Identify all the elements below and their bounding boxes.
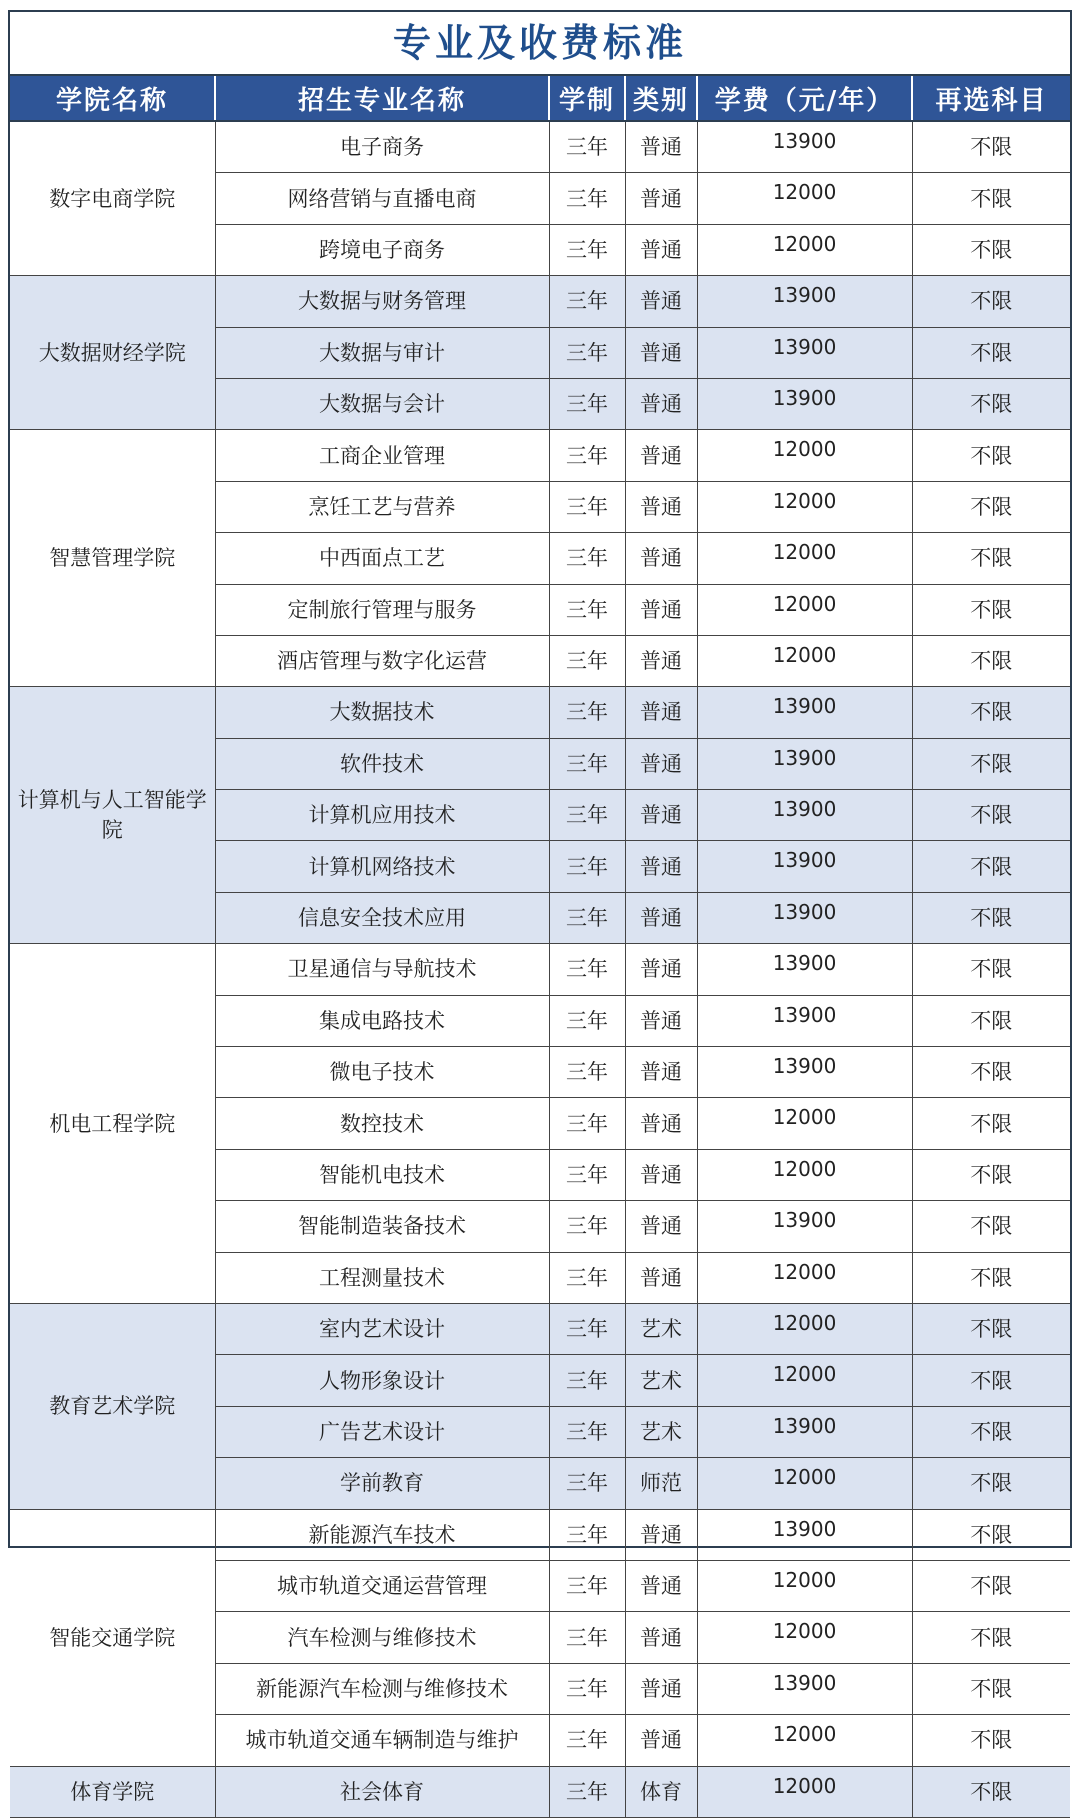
tuition-cell: 13900	[697, 790, 912, 841]
tuition-cell: 13900	[697, 327, 912, 378]
table-body	[10, 121, 1070, 1817]
duration-cell: 三年	[549, 944, 625, 995]
category-cell: 普通	[625, 1047, 697, 1098]
category-cell: 普通	[625, 995, 697, 1046]
subject-requirement-cell: 不限	[912, 1098, 1070, 1149]
category-cell: 普通	[625, 121, 697, 173]
subject-requirement-cell: 不限	[912, 944, 1070, 995]
duration-cell: 三年	[549, 121, 625, 173]
subject-requirement-cell: 不限	[912, 635, 1070, 686]
college-name-cell: 数字电商学院	[10, 121, 215, 276]
subject-requirement-cell: 不限	[912, 533, 1070, 584]
tuition-cell: 12000	[697, 1766, 912, 1817]
subject-requirement-cell: 不限	[912, 841, 1070, 892]
category-cell: 普通	[625, 738, 697, 789]
subject-requirement-cell: 不限	[912, 1252, 1070, 1303]
category-cell: 普通	[625, 892, 697, 943]
subject-requirement-cell: 不限	[912, 1355, 1070, 1406]
college-name-cell: 智慧管理学院	[10, 430, 215, 687]
duration-cell: 三年	[549, 276, 625, 327]
category-cell: 普通	[625, 1201, 697, 1252]
category-cell: 普通	[625, 790, 697, 841]
duration-cell: 三年	[549, 1715, 625, 1766]
tuition-cell: 12000	[697, 1098, 912, 1149]
tuition-cell: 12000	[697, 224, 912, 275]
subject-requirement-cell: 不限	[912, 327, 1070, 378]
tuition-cell: 12000	[697, 1355, 912, 1406]
tuition-cell: 13900	[697, 1509, 912, 1560]
tuition-cell: 13900	[697, 378, 912, 429]
subject-requirement-cell: 不限	[912, 378, 1070, 429]
category-cell: 师范	[625, 1458, 697, 1509]
major-name-cell: 广告艺术设计	[215, 1406, 549, 1457]
major-name-cell: 烹饪工艺与营养	[215, 481, 549, 532]
tuition-cell: 12000	[697, 1149, 912, 1200]
major-name-cell: 大数据与审计	[215, 327, 549, 378]
major-name-cell: 软件技术	[215, 738, 549, 789]
tuition-cell: 13900	[697, 1406, 912, 1457]
category-cell: 艺术	[625, 1406, 697, 1457]
major-name-cell: 数控技术	[215, 1098, 549, 1149]
category-cell: 体育	[625, 1766, 697, 1817]
page-title: 专业及收费标准	[10, 12, 1070, 76]
major-name-cell: 工商企业管理	[215, 430, 549, 481]
duration-cell: 三年	[549, 1612, 625, 1663]
tuition-cell: 12000	[697, 173, 912, 224]
category-cell: 艺术	[625, 1303, 697, 1354]
tuition-cell: 13900	[697, 738, 912, 789]
category-cell: 普通	[625, 224, 697, 275]
major-name-cell: 酒店管理与数字化运营	[215, 635, 549, 686]
category-cell: 普通	[625, 173, 697, 224]
subject-requirement-cell: 不限	[912, 1509, 1070, 1560]
tuition-cell: 12000	[697, 635, 912, 686]
table-row	[10, 944, 1070, 995]
subject-requirement-cell: 不限	[912, 121, 1070, 173]
duration-cell: 三年	[549, 173, 625, 224]
category-cell: 普通	[625, 1098, 697, 1149]
subject-requirement-cell: 不限	[912, 481, 1070, 532]
tuition-cell: 12000	[697, 1612, 912, 1663]
duration-cell: 三年	[549, 687, 625, 738]
header-type: 类别	[625, 76, 697, 121]
duration-cell: 三年	[549, 1458, 625, 1509]
subject-requirement-cell: 不限	[912, 584, 1070, 635]
tuition-cell: 13900	[697, 687, 912, 738]
tuition-cell: 13900	[697, 841, 912, 892]
category-cell: 普通	[625, 327, 697, 378]
category-cell: 普通	[625, 1663, 697, 1714]
table-row	[10, 1303, 1070, 1354]
header-college: 学院名称	[10, 76, 215, 121]
subject-requirement-cell: 不限	[912, 995, 1070, 1046]
header-fee: 学费（元/年）	[697, 76, 912, 121]
college-name-cell: 体育学院	[10, 1766, 215, 1817]
major-name-cell: 社会体育	[215, 1766, 549, 1817]
duration-cell: 三年	[549, 584, 625, 635]
fee-table-document	[8, 10, 1072, 1804]
category-cell: 普通	[625, 1560, 697, 1611]
tuition-cell: 12000	[697, 430, 912, 481]
duration-cell: 三年	[549, 378, 625, 429]
college-name-cell: 大数据财经学院	[10, 276, 215, 430]
major-name-cell: 城市轨道交通运营管理	[215, 1560, 549, 1611]
category-cell: 普通	[625, 687, 697, 738]
college-name-cell: 教育艺术学院	[10, 1303, 215, 1509]
subject-requirement-cell: 不限	[912, 1201, 1070, 1252]
subject-requirement-cell: 不限	[912, 1458, 1070, 1509]
duration-cell: 三年	[549, 430, 625, 481]
tuition-cell: 13900	[697, 892, 912, 943]
tuition-cell: 12000	[697, 1303, 912, 1354]
header-major: 招生专业名称	[215, 76, 549, 121]
college-name-cell: 智能交通学院	[10, 1509, 215, 1766]
major-name-cell: 跨境电子商务	[215, 224, 549, 275]
subject-requirement-cell: 不限	[912, 1047, 1070, 1098]
duration-cell: 三年	[549, 1355, 625, 1406]
tuition-cell: 13900	[697, 1201, 912, 1252]
major-name-cell: 大数据与财务管理	[215, 276, 549, 327]
category-cell: 普通	[625, 944, 697, 995]
table-row	[10, 687, 1070, 738]
subject-requirement-cell: 不限	[912, 738, 1070, 789]
tuition-cell: 13900	[697, 276, 912, 327]
tuition-cell: 12000	[697, 1252, 912, 1303]
subject-requirement-cell: 不限	[912, 892, 1070, 943]
duration-cell: 三年	[549, 995, 625, 1046]
tuition-cell: 13900	[697, 1047, 912, 1098]
subject-requirement-cell: 不限	[912, 1149, 1070, 1200]
table-row	[10, 1766, 1070, 1817]
subject-requirement-cell: 不限	[912, 790, 1070, 841]
subject-requirement-cell: 不限	[912, 1715, 1070, 1766]
subject-requirement-cell: 不限	[912, 276, 1070, 327]
major-name-cell: 定制旅行管理与服务	[215, 584, 549, 635]
duration-cell: 三年	[549, 738, 625, 789]
subject-requirement-cell: 不限	[912, 173, 1070, 224]
major-name-cell: 计算机网络技术	[215, 841, 549, 892]
duration-cell: 三年	[549, 1098, 625, 1149]
duration-cell: 三年	[549, 533, 625, 584]
subject-requirement-cell: 不限	[912, 1766, 1070, 1817]
major-name-cell: 人物形象设计	[215, 1355, 549, 1406]
duration-cell: 三年	[549, 481, 625, 532]
major-name-cell: 电子商务	[215, 121, 549, 173]
table-row	[10, 1509, 1070, 1560]
duration-cell: 三年	[549, 1509, 625, 1560]
subject-requirement-cell: 不限	[912, 430, 1070, 481]
category-cell: 普通	[625, 1509, 697, 1560]
duration-cell: 三年	[549, 1406, 625, 1457]
duration-cell: 三年	[549, 892, 625, 943]
duration-cell: 三年	[549, 1047, 625, 1098]
table-row	[10, 276, 1070, 327]
major-name-cell: 中西面点工艺	[215, 533, 549, 584]
major-name-cell: 计算机应用技术	[215, 790, 549, 841]
duration-cell: 三年	[549, 790, 625, 841]
category-cell: 普通	[625, 1612, 697, 1663]
duration-cell: 三年	[549, 224, 625, 275]
duration-cell: 三年	[549, 1663, 625, 1714]
major-name-cell: 新能源汽车技术	[215, 1509, 549, 1560]
major-name-cell: 智能机电技术	[215, 1149, 549, 1200]
duration-cell: 三年	[549, 1149, 625, 1200]
header-subject: 再选科目	[912, 76, 1070, 121]
subject-requirement-cell: 不限	[912, 1663, 1070, 1714]
major-name-cell: 大数据技术	[215, 687, 549, 738]
college-name-cell: 计算机与人工智能学院	[10, 687, 215, 944]
duration-cell: 三年	[549, 1560, 625, 1611]
major-name-cell: 新能源汽车检测与维修技术	[215, 1663, 549, 1714]
major-name-cell: 信息安全技术应用	[215, 892, 549, 943]
duration-cell: 三年	[549, 1201, 625, 1252]
duration-cell: 三年	[549, 1766, 625, 1817]
major-name-cell: 智能制造装备技术	[215, 1201, 549, 1252]
college-name-cell: 机电工程学院	[10, 944, 215, 1304]
major-name-cell: 学前教育	[215, 1458, 549, 1509]
major-name-cell: 集成电路技术	[215, 995, 549, 1046]
major-name-cell: 卫星通信与导航技术	[215, 944, 549, 995]
table-row	[10, 430, 1070, 481]
tuition-cell: 12000	[697, 1458, 912, 1509]
category-cell: 普通	[625, 276, 697, 327]
subject-requirement-cell: 不限	[912, 1303, 1070, 1354]
header-years: 学制	[549, 76, 625, 121]
category-cell: 普通	[625, 1149, 697, 1200]
tuition-cell: 12000	[697, 584, 912, 635]
tuition-cell: 12000	[697, 1560, 912, 1611]
category-cell: 普通	[625, 635, 697, 686]
fee-table	[10, 76, 1070, 1818]
tuition-cell: 13900	[697, 944, 912, 995]
major-name-cell: 工程测量技术	[215, 1252, 549, 1303]
subject-requirement-cell: 不限	[912, 1560, 1070, 1611]
major-name-cell: 网络营销与直播电商	[215, 173, 549, 224]
tuition-cell: 13900	[697, 995, 912, 1046]
category-cell: 普通	[625, 1715, 697, 1766]
duration-cell: 三年	[549, 841, 625, 892]
table-row	[10, 121, 1070, 173]
category-cell: 普通	[625, 481, 697, 532]
subject-requirement-cell: 不限	[912, 224, 1070, 275]
major-name-cell: 大数据与会计	[215, 378, 549, 429]
category-cell: 普通	[625, 378, 697, 429]
duration-cell: 三年	[549, 1303, 625, 1354]
major-name-cell: 汽车检测与维修技术	[215, 1612, 549, 1663]
tuition-cell: 13900	[697, 121, 912, 173]
duration-cell: 三年	[549, 1252, 625, 1303]
category-cell: 普通	[625, 841, 697, 892]
major-name-cell: 室内艺术设计	[215, 1303, 549, 1354]
duration-cell: 三年	[549, 327, 625, 378]
tuition-cell: 13900	[697, 1663, 912, 1714]
category-cell: 普通	[625, 584, 697, 635]
subject-requirement-cell: 不限	[912, 687, 1070, 738]
category-cell: 普通	[625, 533, 697, 584]
tuition-cell: 12000	[697, 533, 912, 584]
category-cell: 普通	[625, 430, 697, 481]
subject-requirement-cell: 不限	[912, 1612, 1070, 1663]
category-cell: 艺术	[625, 1355, 697, 1406]
subject-requirement-cell: 不限	[912, 1406, 1070, 1457]
category-cell: 普通	[625, 1252, 697, 1303]
major-name-cell: 微电子技术	[215, 1047, 549, 1098]
tuition-cell: 12000	[697, 481, 912, 532]
duration-cell: 三年	[549, 635, 625, 686]
header-row	[10, 76, 1070, 121]
tuition-cell: 12000	[697, 1715, 912, 1766]
major-name-cell: 城市轨道交通车辆制造与维护	[215, 1715, 549, 1766]
